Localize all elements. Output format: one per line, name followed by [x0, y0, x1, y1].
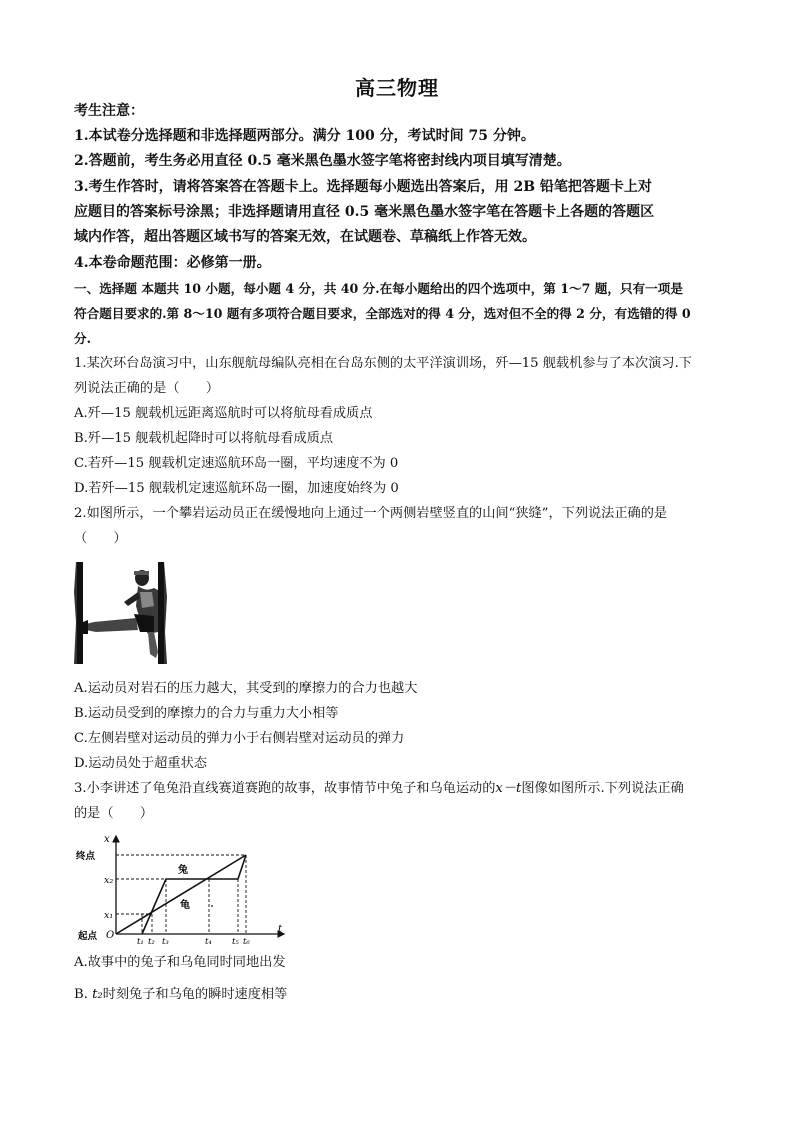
x-tick-label: t₁	[137, 937, 144, 946]
option-b: B.运动员受到的摩擦力的合力与重力大小相等	[74, 706, 339, 721]
option-c: C.若歼—15 舰载机定速巡航环岛一圈，平均速度不为 0	[74, 456, 399, 471]
question-stem	[74, 778, 734, 800]
page-title: 高三物理	[355, 76, 439, 100]
question-stem: （ ）	[74, 531, 127, 546]
right-rock-wall	[158, 562, 164, 664]
y-tick-label: 终点	[76, 851, 96, 862]
left-rock-wall	[77, 562, 83, 664]
origin-label: O	[106, 930, 115, 941]
climber-legs	[86, 618, 138, 632]
option-b	[74, 984, 734, 1006]
series-label-rabbit: 兔	[178, 865, 188, 876]
notice-item: 1.本试卷分选择题和非选择题两部分。满分 100 分，考试时间 75 分钟。	[74, 128, 535, 144]
stem-text: 3.小李讲述了龟兔沿直线赛道赛跑的故事，故事情节中兔子和乌龟运动的	[74, 781, 496, 796]
x-axis-label: t	[278, 924, 283, 935]
option-prefix: B.	[74, 987, 88, 1002]
option-d: D.若歼—15 舰载机定速巡航环岛一圈，加速度始终为 0	[74, 481, 399, 496]
y-tick-label: 起点	[78, 931, 98, 942]
x-tick-label: t₅	[232, 937, 239, 946]
notice-item: 3.考生作答时，请将答案答在答题卡上。选择题每小题选出答案后，用 2B 铅笔把答题卡上对	[74, 179, 652, 195]
climber-figure	[74, 562, 170, 666]
y-tick-label: x₁	[104, 910, 114, 921]
question-stem: 2.如图所示，一个攀岩运动员正在缓慢地向上通过一个两侧岩壁竖直的山间“狭缝”，下列说法正确的是	[74, 506, 668, 521]
option-a: A.故事中的兔子和乌龟同时同地出发	[74, 955, 286, 970]
section-heading: 符合题目要求的.第 8～10 题有多项符合题目要求，全部选对的得 4 分，选对但不全的得 2 分，有选错的得 0	[74, 306, 691, 321]
question-stem: 1.某次环台岛演习中，山东舰航母编队亮相在台岛东侧的太平洋演训场，歼—15 舰载机参与了本次演习.下	[74, 356, 692, 371]
notice-item: 域内作答，超出答题区域书写的答案无效，在试题卷、草稿纸上作答无效。	[74, 229, 536, 245]
section-heading: 一、选择题 本题共 10 小题，每小题 4 分，共 40 分.在每小题给出的四个选项中，第 1～7 题，只有一项是	[74, 281, 683, 296]
option-variable: t₂	[92, 987, 103, 1002]
y-axis-label: x	[104, 834, 110, 845]
question-stem: 的是（ ）	[74, 806, 154, 821]
notice-item: 应题目的答案标号涂黑；非选择题请用直径 0.5 毫米黑色墨水签字笔在答题卡上各题的答题区	[74, 204, 655, 220]
x-tick-label: t₄	[205, 937, 212, 946]
notice-item: 2.答题前，考生务必用直径 0.5 毫米黑色墨水签字笔将密封线内项目填写清楚。	[74, 153, 571, 169]
xt-chart	[74, 828, 294, 946]
section-heading: 分.	[74, 331, 91, 346]
question-stem: 列说法正确的是（ ）	[74, 381, 220, 396]
x-tick-label: t₆	[243, 937, 250, 946]
series-line-rabbit	[142, 855, 246, 934]
option-a: A.运动员对岩石的压力越大，其受到的摩擦力的合力也越大	[74, 681, 418, 696]
option-text: 时刻兔子和乌龟的瞬时速度相等	[102, 987, 288, 1002]
stem-text: 图像如图所示.下列说法正确	[521, 781, 684, 796]
stem-variable: x－t	[495, 781, 522, 796]
x-tick-label: t₃	[162, 937, 169, 946]
notice-item: 4.本卷命题范围：必修第一册。	[74, 255, 271, 271]
notice-heading: 考生注意：	[74, 103, 144, 119]
option-b: B.歼—15 舰载机起降时可以将航母看成质点	[74, 431, 334, 446]
option-d: D.运动员处于超重状态	[74, 756, 207, 771]
y-tick-label: x₂	[104, 875, 114, 886]
option-a: A.歼—15 舰载机远距离巡航时可以将航母看成质点	[74, 406, 373, 421]
x-tick-label: t₂	[148, 937, 155, 946]
option-c: C.左侧岩壁对运动员的弹力小于右侧岩壁对运动员的弹力	[74, 731, 405, 746]
series-label-turtle: 龟	[180, 900, 190, 911]
